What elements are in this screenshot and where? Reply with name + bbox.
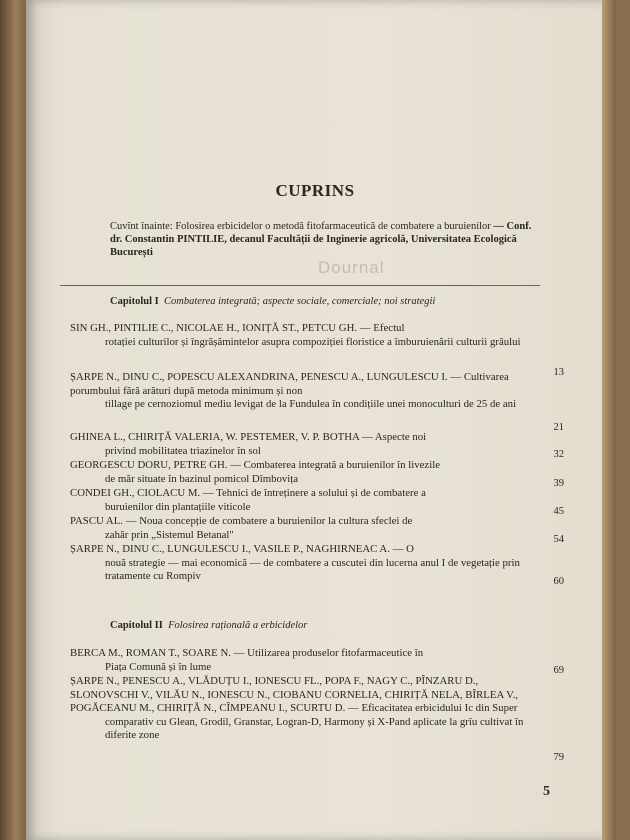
toc-entry[interactable] (70, 431, 548, 458)
toc-entry[interactable] (70, 459, 548, 486)
page-edge (602, 0, 616, 840)
page-number: 21 (553, 422, 564, 433)
page-number: 45 (553, 506, 564, 517)
toc-entry[interactable] (70, 322, 548, 349)
watermark: Dournal (318, 258, 385, 277)
entry-authors: ȘARPE N., DINU C., LUNGULESCU I., VASILE P., NAGHIRNEAC A. — O (70, 543, 414, 555)
toc-entry[interactable] (70, 543, 548, 584)
entry-title: rotației culturilor și îngrășămintelor asupra compoziției floristice a îmburuienării culturii grâului (105, 335, 521, 348)
page-number: 13 (553, 367, 564, 378)
entry-title: tillage pe cernoziomul mediu levigat de la Fundulea în condițiile unei monoculturi de 25 de ani (105, 398, 517, 410)
entry-title: privind mobilitatea triazinelor în sol (105, 444, 261, 457)
toc-entry[interactable] (70, 675, 548, 743)
toc-entry[interactable] (70, 647, 548, 674)
entry-authors: ȘARPE N., DINU C., POPESCU ALEXANDRINA, PENESCU A., LUNGULESCU I. — Cultivarea porumbului fără arături după metoda minimum și non (70, 371, 509, 397)
entry-authors: PASCU AL. — Noua concepție de combatere a buruienilor la cultura sfeclei de (70, 515, 413, 527)
toc-entry[interactable] (70, 487, 548, 514)
entry-title: de măr situate în bazinul pomicol Dîmbovița (105, 472, 299, 485)
chapter-label: Capitolul I (110, 296, 159, 307)
page-number: 39 (553, 478, 564, 489)
entry-title: comparativ cu Glean, Grodil, Granstar, Logran-D, Harmony și X-Pand aplicate la grîu cultivat în diferite zone (105, 715, 524, 741)
chapter-title: Folosirea rațională a erbicidelor (168, 620, 308, 631)
foreword-author: — Conf. dr. Constantin PINTILIE, decanul Facultății de Inginerie agricolă, Universitatea Ecologică București (110, 221, 532, 258)
page-number: 79 (553, 752, 564, 763)
page-number: 60 (553, 576, 564, 587)
book-spine-shadow (0, 0, 26, 840)
entry-authors: SIN GH., PINTILIE C., NICOLAE H., IONIȚĂ ST., PETCU GH. — Efectul (70, 322, 405, 334)
entry-title: buruienilor din plantațiile viticole (105, 500, 251, 513)
entry-authors: BERCA M., ROMAN T., SOARE N. — Utilizarea produselor fitofarmaceutice în (70, 647, 424, 659)
folio-number: 5 (543, 784, 550, 799)
page-number: 54 (553, 534, 564, 545)
chapter-title: Combaterea integrată; aspecte sociale, comerciale; noi strategii (163, 296, 436, 307)
chapter-heading (110, 296, 435, 307)
toc-entry[interactable] (70, 371, 548, 412)
entry-authors: GHINEA L., CHIRIȚĂ VALERIA, W. PESTEMER, V. P. BOTHA — Aspecte noi (70, 431, 427, 443)
entry-title: nouă strategie — mai economică — de combatere a cuscutei din lucerna anul I de vegetație prin tratamente cu Rompiv (105, 556, 520, 582)
page-number: 32 (553, 449, 564, 460)
entry-authors: ȘARPE N., PENESCU A., VLĂDUȚU I., IONESCU FL., POPA F., NAGY C., PÎNZARU D., SLONOVSCHI V., VILĂU N., IONESCU N., CIOBANU CORNELIA, CHIRIȚĂ NELA, BÎRLEA V., POGĂCEANU M., CHIRIȚĂ N., CÎMPEANU I., SCURTU D. — Eficacitatea erbicidului Ic din Super (70, 675, 518, 714)
page-title: CUPRINS (275, 181, 355, 200)
divider (60, 285, 540, 286)
toc-entry[interactable] (70, 515, 548, 542)
chapter-heading (110, 620, 307, 631)
entry-authors: CONDEI GH., CIOLACU M. — Tehnici de întreținere a solului și de combatere a (70, 487, 426, 499)
entry-authors: GEORGESCU DORU, PETRE GH. — Combaterea integrată a buruienilor în livezile (70, 459, 441, 471)
entry-title: zahăr prin „Sistemul Betanal" (105, 528, 234, 541)
page-number: 69 (553, 665, 564, 676)
foreword-text: Cuvînt înainte: Folosirea erbicidelor o metodă fitofarmaceutică de combatere a buruienilor (110, 221, 491, 232)
entry-title: Piața Comună și în lume (105, 660, 212, 673)
chapter-label: Capitolul II (110, 620, 163, 631)
foreword (110, 220, 540, 259)
